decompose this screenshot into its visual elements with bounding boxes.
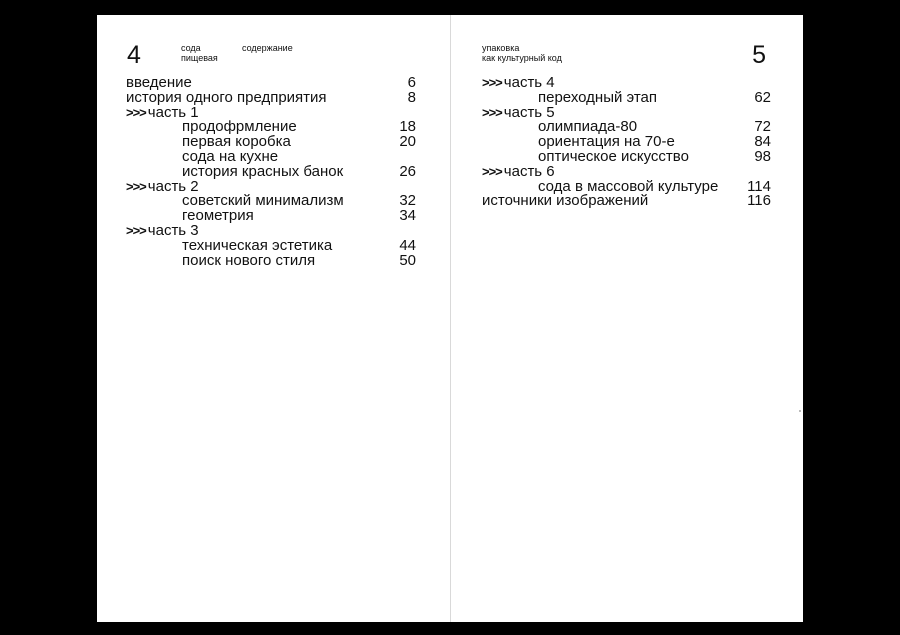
chevron-marker-icon: >>> [482, 75, 502, 90]
toc-entry-page: 26 [399, 162, 416, 180]
toc-entry [482, 194, 771, 209]
toc-entry-page: 6 [407, 74, 416, 91]
toc-entry-page: 8 [407, 88, 416, 106]
toc-entry-label: часть 3 [147, 221, 199, 239]
page-number-right: 5 [752, 41, 766, 69]
chevron-marker-icon: >>> [482, 163, 502, 179]
toc-entry-label: оптическое искусство [538, 147, 689, 165]
toc-entry-label: часть 6 [503, 162, 555, 180]
toc-entry-label: история красных банок [182, 162, 344, 180]
page-number-left: 4 [127, 41, 141, 69]
toc-entry-title [538, 147, 689, 165]
toc-entry [126, 251, 416, 269]
toc-entry-page: 20 [399, 133, 416, 151]
toc-entry-title [182, 162, 344, 180]
left-page [97, 15, 451, 622]
toc-entry-label: часть 5 [503, 103, 555, 121]
toc-entry-label: история одного предприятия [126, 88, 327, 106]
toc-left [126, 76, 416, 268]
toc-entry-title [538, 88, 658, 106]
toc-entry-label: источники изображений [482, 192, 649, 210]
toc-entry-label: часть 1 [147, 103, 199, 121]
toc-entry-page: 32 [399, 192, 416, 210]
toc-entry-label: ориентация на 70-е [538, 133, 675, 151]
toc-entry-page: 44 [399, 236, 416, 254]
running-head-line: пищевая [181, 53, 218, 63]
chevron-marker-icon: >>> [126, 222, 146, 238]
toc-entry-label: продофрмление [182, 118, 297, 136]
toc-entry-label: поиск нового стиля [182, 251, 316, 269]
toc-entry-label: первая коробка [182, 133, 291, 151]
running-head-left [181, 43, 218, 63]
toc-entry-page: 114 [747, 177, 771, 195]
toc-entry-page: 18 [399, 118, 416, 136]
toc-entry-page: 34 [399, 207, 416, 225]
chevron-marker-icon: >>> [482, 104, 502, 120]
toc-entry-title [482, 194, 648, 209]
toc-entry-title [182, 251, 316, 269]
toc-entry-page: 84 [754, 133, 771, 151]
paper-speck [799, 410, 801, 412]
toc-right [482, 76, 771, 209]
chevron-marker-icon: >>> [126, 178, 146, 194]
toc-entry-page: 62 [754, 88, 771, 106]
toc-entry-label: техническая эстетика [182, 236, 333, 254]
running-head-line: как культурный код [482, 53, 562, 63]
toc-entry-page: 116 [747, 192, 771, 210]
chevron-marker-icon: >>> [126, 104, 146, 120]
toc-entry-page: 98 [754, 147, 771, 165]
toc-entry-label: переходный этап [538, 88, 658, 106]
section-title: содержание [242, 43, 293, 53]
toc-entry-page: 50 [399, 251, 416, 269]
running-head-line: упаковка [482, 43, 520, 53]
toc-entry-page: 72 [754, 118, 771, 136]
running-head-right [482, 43, 562, 63]
running-head-line: сода [181, 43, 201, 53]
toc-entry-label: введение [126, 74, 192, 91]
toc-entry-label: часть 2 [147, 177, 199, 195]
toc-entry-label: советский минимализм [182, 192, 344, 210]
toc-entry-label: геометрия [182, 207, 254, 225]
toc-entry-label: сода на кухне [182, 147, 279, 165]
right-page [451, 15, 803, 622]
toc-entry-label: олимпиада-80 [538, 118, 638, 136]
toc-entry-label: часть 4 [503, 74, 555, 91]
toc-entry-label: сода в массовой культуре [538, 177, 719, 195]
toc-entry [126, 194, 416, 209]
